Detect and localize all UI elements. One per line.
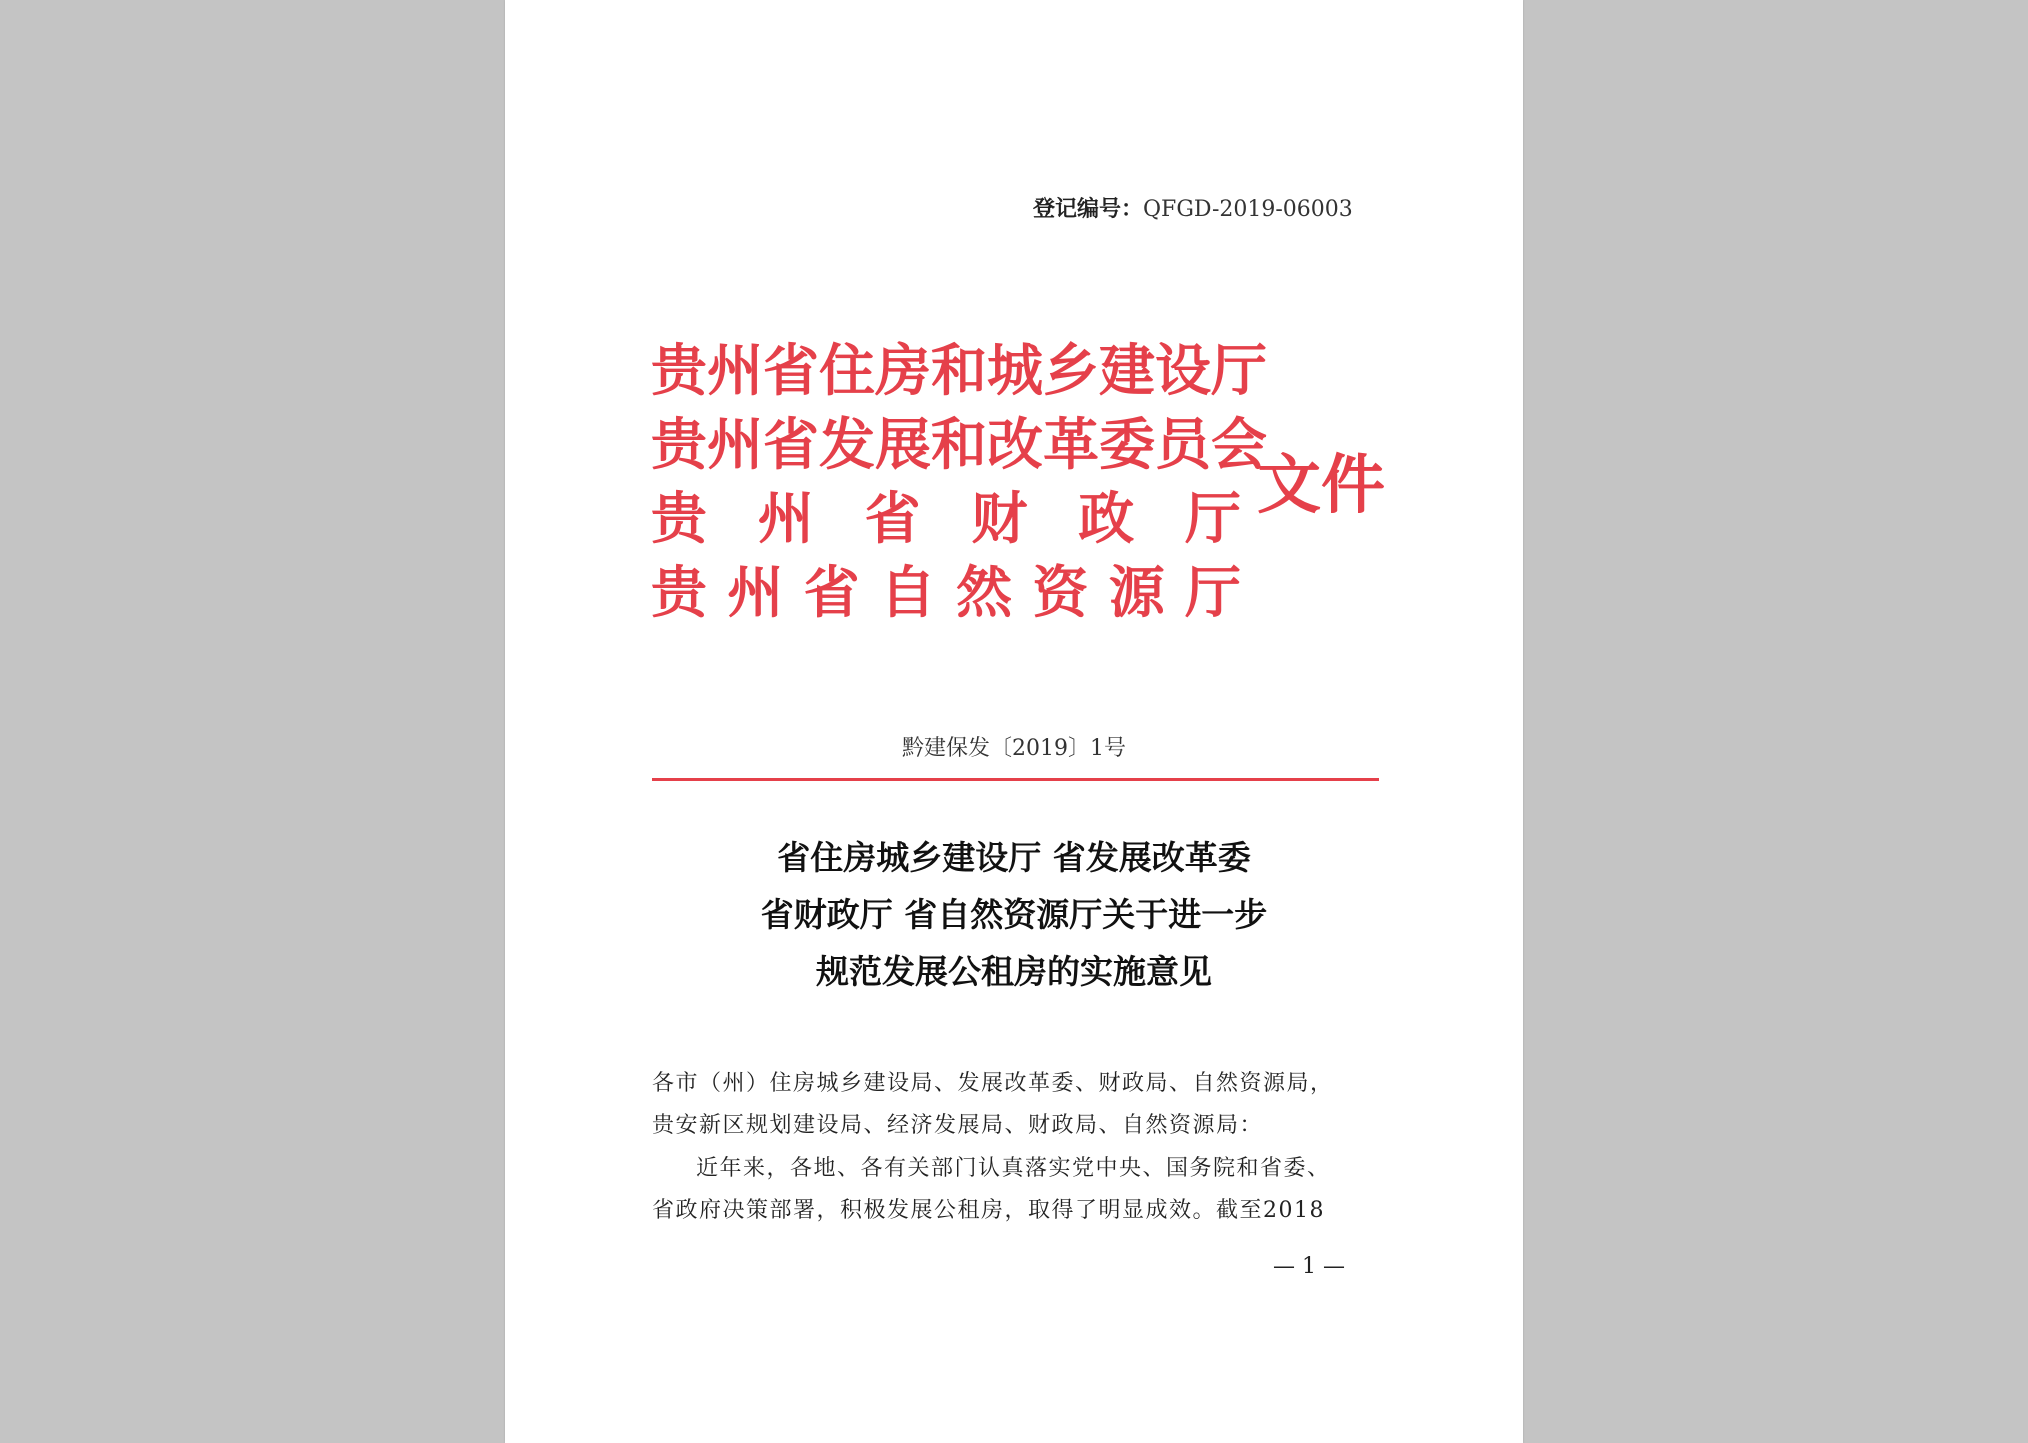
issuer-natural-resources-department: 贵 州 省 自 然 资 源 厅 [651, 560, 1241, 626]
paragraph-line-2: 省政府决策部署，积极发展公租房，取得了明显成效。截至2018 [652, 1198, 1325, 1223]
title-line-2: 省财政厅 省自然资源厅关于进一步 [760, 895, 1268, 934]
document-number: 黔建保发〔2019〕1号 [902, 736, 1126, 761]
recipients-line-1: 各市（州）住房城乡建设局、发展改革委、财政局、自然资源局， [652, 1071, 1334, 1096]
issuer-development-reform-commission: 贵 州 省 发 展 和 改 革 委 员 会 [651, 412, 1267, 478]
title-line-1: 省住房城乡建设厅 省发展改革委 [777, 838, 1251, 877]
issuer-housing-department: 贵 州 省 住 房 和 城 乡 建 设 厅 [651, 338, 1267, 404]
document-page [505, 0, 1523, 1443]
recipients-line-2: 贵安新区规划建设局、经济发展局、财政局、自然资源局： [652, 1113, 1264, 1138]
document-type-word: 文件 [1257, 448, 1385, 523]
red-divider [652, 778, 1379, 781]
page-number: — 1 — [1273, 1254, 1345, 1279]
issuer-finance-department: 贵 州 省 财 政 厅 [651, 486, 1241, 552]
title-line-3: 规范发展公租房的实施意见 [816, 952, 1212, 991]
registration-value: QFGD-2019-06003 [1143, 197, 1353, 222]
registration-number [1033, 192, 1353, 223]
registration-label: 登记编号： [1033, 197, 1144, 222]
paragraph-line-1: 近年来，各地、各有关部门认真落实党中央、国务院和省委、 [696, 1156, 1331, 1181]
